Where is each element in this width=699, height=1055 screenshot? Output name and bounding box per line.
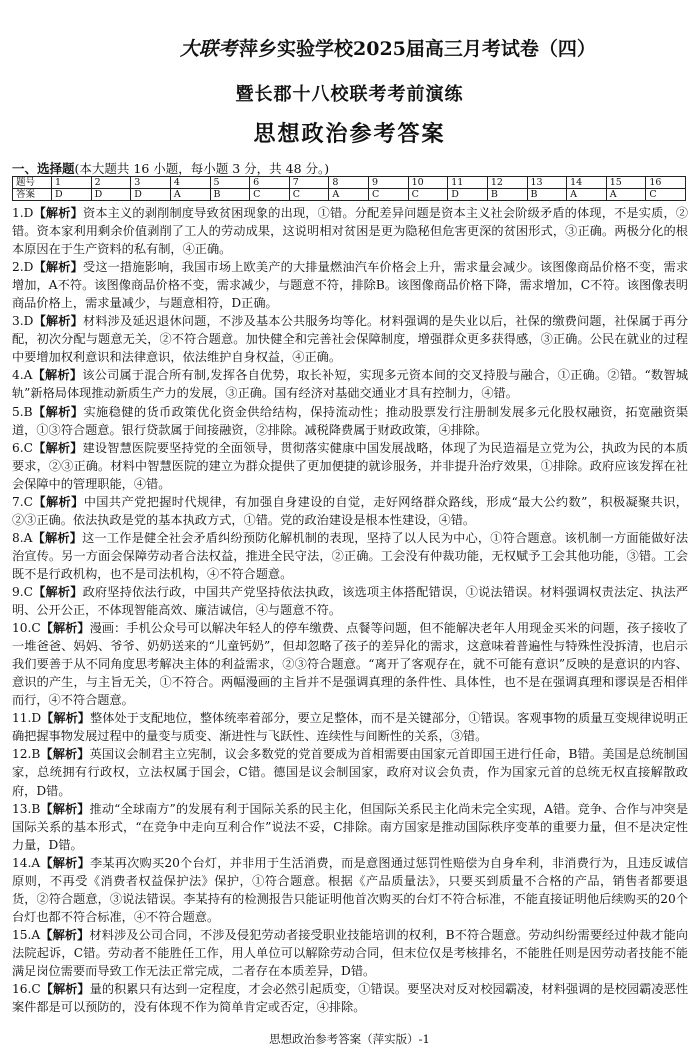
explanation-item (12, 493, 688, 529)
answer-table-number-cell: 9 (369, 177, 409, 189)
answer-table-number-cell: 4 (170, 177, 210, 189)
explanation-text: 这一工作是健全社会矛盾纠纷预防化解机制的表现，坚持了以人民为中心，①符合题意。该机制一方面能做好法治宣传。另一方面会保障劳动者合法权益，推进全民守法，②正确。工会没有仲裁功能，无权赋予工会其他功能，③错。工会既不是行政机构，也不是司法机构，④不符合题意。 (12, 530, 689, 581)
section-heading (12, 159, 329, 177)
document-title: 思想政治参考答案 (253, 121, 446, 147)
answer-table-number-cell: 11 (448, 177, 488, 189)
explanations (12, 204, 688, 1016)
explanation-tag: 【解析】 (32, 440, 83, 455)
answer-table-number-cell: 2 (91, 177, 131, 189)
section-label: 一、选择题 (12, 161, 75, 176)
explanation-item (12, 709, 688, 745)
explanation-item (12, 258, 688, 312)
explanation-item (12, 926, 688, 980)
explanation-tag: 【解析】 (41, 711, 90, 726)
explanation-item (12, 439, 688, 493)
answer-table-answer-cell: D (52, 189, 92, 201)
explanation-tag: 【解析】 (40, 621, 90, 636)
explanation-text: 政府坚持依法行政，中国共产党坚持依法执政，该选项主体搭配错误，①说法错误。材料强调权责法定、执法严明、公开公正，不体现智能高效、廉洁诚信，④与题意不符。 (12, 584, 689, 618)
answer-table-answer-cell: C (289, 189, 329, 201)
explanation-text: 推动“全球南方”的发展有利于国际关系的民主化，但国际关系民主化尚未完全实现，A错。竞争、合作与冲突是国际关系的基本形式，“在竞争中走向互利合作”说法不妥，C排除。南方国家是推动国际秩序变革的重要力量，但不是决定性力量，D错。 (12, 801, 689, 852)
explanation-answer: 2.D (12, 260, 34, 275)
exam-subtitle: 暨长郡十八校联考考前演练 (235, 84, 464, 105)
answer-table-answer-label: 答案 (13, 189, 52, 201)
explanation-item (12, 366, 688, 402)
explanation-item (12, 403, 688, 439)
explanation-text: 建设智慧医院要坚持党的全面领导，贯彻落实健康中国发展战略，体现了为民造福是立党为公，执政为民的本质要求，②③正确。材料中智慧医院的建立为群众提供了更加便捷的就诊服务，并非提升治疗效果，①排除。政府应该发挥在社会保障中的管理职能，④错。 (12, 440, 689, 491)
answer-table-answer-cell: D (91, 189, 131, 201)
explanation-answer: 12.B (12, 747, 41, 762)
explanation-text: 材料涉及延迟退休问题，不涉及基本公共服务均等化。材料强调的是失业以后，社保的缴费问题，社保属于再分配，初次分配与题意无关，②不符合题意。加快健全和完善社会保障制度，增强群众更多获得感，③正确。公民在就业的过程中要增加权利意识和法律意识，依法维护自身权益，④正确。 (12, 314, 689, 365)
explanation-answer: 16.C (12, 982, 41, 997)
explanation-text: 实施稳健的货币政策优化资金供给结构，保持流动性；推动股票发行注册制发展多元化股权融资，拓宽融资渠道，①③符合题意。银行贷款属于间接融资，②排除。减税降费属于财政政策，④排除。 (12, 404, 689, 437)
explanation-answer: 7.C (12, 494, 33, 509)
explanation-tag: 【解析】 (40, 855, 90, 870)
explanation-answer: 11.D (12, 711, 42, 726)
explanation-tag: 【解析】 (32, 404, 84, 419)
answer-table-number-cell: 12 (487, 177, 527, 189)
answer-table-answer-cell: C (408, 189, 448, 201)
explanation-text: 英国议会制君主立宪制，议会多数党的党首要成为首相需要由国家元首即国王进行任命，B错。美国是总统制国家，总统拥有行政权，立法权属于国会，C错。德国是议会制国家，政府对议会负责，作为国家元首的总统无权直接解散政府，D错。 (12, 747, 688, 798)
answer-table-answer-cell: B (210, 189, 250, 201)
explanation-tag: 【解析】 (40, 747, 90, 762)
explanation-item (12, 583, 688, 619)
explanation-item (12, 854, 688, 926)
explanation-text: 材料涉及公司合同，不涉及侵犯劳动者接受职业技能培训的权利，B不符合题意。劳动纠纷需要经过仲裁才能向法院起诉，C错。劳动者不能胜任工作，用人单位可以解除劳动合同，但末位仅是考核排名，不能胜任则是因劳动者技能不能满足岗位需要而导致工作无法正常完成，二者存在本质差异，D错。 (12, 927, 688, 978)
answer-table-answer-cell: D (131, 189, 171, 201)
explanation-text: 李某再次购买20个台灯，并非用于生活消费，而是意图通过惩罚性赔偿为自身牟利，非消费行为，且违反诚信原则，不再受《消费者权益保护法》保护，①符合题意。根据《产品质量法》，只要买到质量不合格的产品，销售者都要退货，②符合题意，③说法错误。李某持有的检测报告只能证明他首次购买的台灯不符合标准，不能直接证明他后续购买的20个台灯也都不符合标准，④不符合题意。 (12, 855, 689, 924)
explanation-tag: 【解析】 (32, 368, 83, 383)
answer-table-answer-cell: D (448, 189, 488, 201)
page-footer: 思想政治参考答案（萍实版）-1 (269, 1032, 430, 1046)
answer-table-answer-cell: A (606, 189, 646, 201)
answer-table-number-cell: 13 (527, 177, 567, 189)
answer-table-answer-cell: B (527, 189, 567, 201)
answer-table-answer-cell: B (487, 189, 527, 201)
explanation-tag: 【解析】 (32, 584, 83, 599)
explanation-answer: 5.B (12, 404, 33, 419)
explanation-answer: 13.B (12, 801, 41, 816)
answer-table-answer-cell: A (170, 189, 210, 201)
answer-table-answer-cell: C (646, 189, 686, 201)
answer-table-number-cell: 1 (52, 177, 92, 189)
explanation-tag: 【解析】 (40, 801, 90, 816)
explanation-tag: 【解析】 (33, 314, 83, 329)
explanation-answer: 14.A (12, 855, 41, 870)
explanation-answer: 6.C (12, 440, 33, 455)
answer-table-answer-cell: C (250, 189, 290, 201)
explanation-item (12, 980, 688, 1016)
answer-table-number-cell: 8 (329, 177, 369, 189)
answer-table-number-cell: 3 (131, 177, 171, 189)
exam-title (180, 34, 620, 61)
answer-table-number-cell: 15 (606, 177, 646, 189)
answer-table-answer-cell: A (567, 189, 607, 201)
answer-table-number-cell: 7 (289, 177, 329, 189)
explanation-answer: 3.D (12, 314, 34, 329)
answer-table-number-cell: 16 (646, 177, 686, 189)
explanation-answer: 4.A (12, 368, 33, 383)
answer-table-answer-cell: A (329, 189, 369, 201)
brand-logo-text: 大联考 (180, 38, 238, 60)
explanation-item (12, 204, 688, 258)
explanation-answer: 8.A (12, 530, 33, 545)
answer-table-number-label: 题号 (13, 177, 52, 189)
answer-table-answer-cell: C (369, 189, 409, 201)
explanation-tag: 【解析】 (33, 206, 83, 220)
explanation-answer: 9.C (12, 584, 33, 599)
answer-table-number-cell: 14 (567, 177, 607, 189)
explanation-item (12, 619, 688, 709)
explanation-item (12, 529, 688, 583)
answer-table-answer-row (13, 189, 686, 201)
answer-table (12, 176, 686, 201)
answer-table-number-row (13, 177, 686, 189)
explanation-answer: 15.A (12, 927, 41, 942)
answer-table-number-cell: 5 (210, 177, 250, 189)
explanation-item (12, 800, 688, 854)
explanation-text: 中国共产党把握时代规律，有加强自身建设的自觉，走好网络群众路线，形成“最大公约数”，积极凝聚共识，②③正确。依法执政是党的基本执政方式，①错。党的政治建设是根本性建设，④错。 (12, 494, 688, 527)
section-note: (本大题共 16 小题，每小题 3 分，共 48 分。) (74, 161, 330, 176)
explanation-text: 资本主义的剥削制度导致贫困现象的出现，①错。分配差异问题是资本主义社会阶级矛盾的体现，不是实质，②错。资本家利用剩余价值剥削了工人的劳动成果，这说明相对贫困是更为隐秘但危害更深的贫困形式，③正确。两极分化的根本原因在于生产资料的私有制，④正确。 (12, 206, 689, 257)
exam-title-text: 萍乡实验学校2025届高三月考试卷（四） (239, 38, 596, 60)
explanation-answer: 1.D (12, 206, 34, 220)
answer-table-number-cell: 10 (408, 177, 448, 189)
explanation-tag: 【解析】 (40, 927, 90, 942)
explanation-tag: 【解析】 (32, 494, 84, 509)
explanation-item (12, 312, 688, 366)
explanation-tag: 【解析】 (32, 530, 83, 545)
explanation-text: 整体处于支配地位，整体统率着部分，要立足整体，而不是关键部分，①错误。客观事物的质量互变规律说明正确把握事物发展过程中的量变与质变、渐进性与飞跃性、连续性与间断性的关系，③错。 (12, 711, 689, 744)
explanation-tag: 【解析】 (33, 260, 83, 275)
explanation-answer: 10.C (12, 621, 41, 636)
explanation-tag: 【解析】 (40, 982, 90, 997)
explanation-text: 漫画：手机公众号可以解决年轻人的停车缴费、点餐等问题，但不能解决老年人用现金买米的问题，孩子接收了一堆爸爸、妈妈、爷爷、奶奶送来的“儿童钙奶”，但却忽略了孩子的差异化的需求，这意味着普遍性与特殊性没拆清，也启示我们要善于从不同角度思考解决主体的利益需求，②③符合题意。“离开了客观存在，就不可能有意识”反映的是意识的内容、意识的产生，与主旨无关，①不符合。两幅漫画的主旨并不是强调真理的条件性、具体性，也不是在强调真理和谬误是否相伴而行，④不符合题意。 (12, 621, 689, 708)
explanation-text: 该公司属于混合所有制,发挥各自优势，取长补短，实现多元资本间的交叉持股与融合，①正确。②错。“数智城轨”新格局体现推动新质生产力的发展，③正确。国有经济对基础交通业才具有控制力，④错。 (12, 368, 689, 401)
explanation-item (12, 745, 688, 799)
answer-table-number-cell: 6 (250, 177, 290, 189)
explanation-text: 受这一措施影响，我国市场上欧美产的大排量燃油汽车价格会上升，需求量会减少。该图像商品价格不变，需求增加，A不符。该图像商品价格不变，需求减少，与题意不符，排除B。该图像商品价格下降，需求增加，C不符。该图像表明商品价格上，需求量减少，与题意相符，D正确。 (12, 260, 689, 311)
explanation-text: 量的积累只有达到一定程度，才会必然引起质变，①错误。要坚决对反对校园霸凌，材料强调的是校园霸凌恶性案件都是可以预防的，没有体现不作为简单肯定或否定，④排除。 (12, 982, 689, 1015)
